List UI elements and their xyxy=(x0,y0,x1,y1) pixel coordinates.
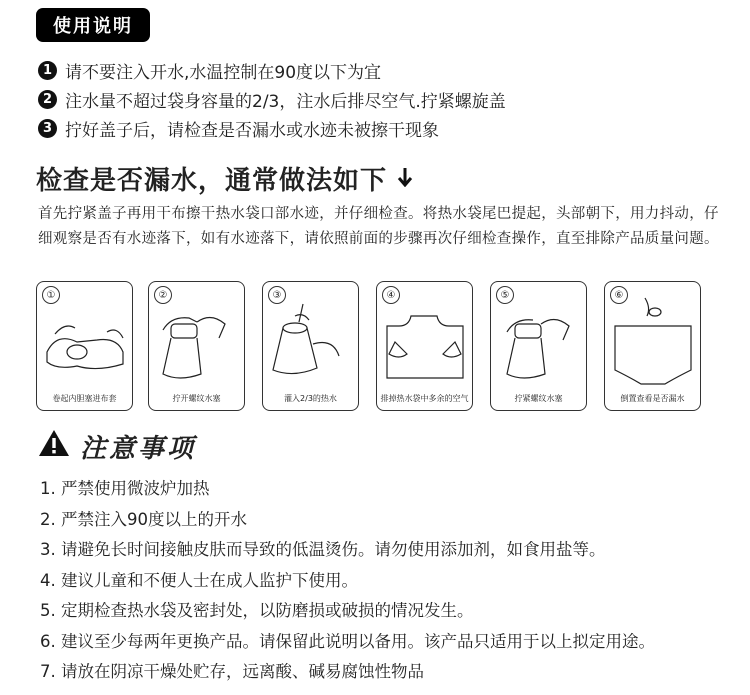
check-description: 首先拧紧盖子再用干布擦干热水袋口部水迹，并仔细检查。将热水袋尾巴提起，头部朝下，用力抖动，仔细观察是否有水迹落下，如有水迹落下，请依照前面的步骤再次仔细检查操作，直至排除产品质量问题。 xyxy=(38,206,719,247)
step-number: ③ xyxy=(268,286,286,304)
usage-text: 拧好盖子后，请检查是否漏水或水迹未被擦干现象 xyxy=(65,121,439,141)
step-card xyxy=(604,281,701,411)
caution-heading xyxy=(38,428,196,465)
step-card xyxy=(262,281,359,411)
check-heading xyxy=(36,160,413,197)
step-caption: 卷起内胆塞进布套 xyxy=(52,394,117,403)
check-heading-text: 检查是否漏水，通常做法如下 xyxy=(36,166,388,196)
caution-item: 1. 严禁使用微波炉加热 xyxy=(40,479,210,498)
page-title: 使用说明 xyxy=(36,8,150,42)
caution-item: 2. 严禁注入90度以上的开水 xyxy=(40,509,247,529)
usage-item xyxy=(38,114,728,143)
step-caption: 倒置查看是否漏水 xyxy=(620,394,685,403)
step-card xyxy=(490,281,587,411)
step-number: ④ xyxy=(382,286,400,304)
step-caption: 灌入2/3的热水 xyxy=(284,394,337,403)
caution-item: 5. 定期检查热水袋及密封处，以防磨损或破损的情况发生。 xyxy=(40,601,474,620)
usage-item xyxy=(38,56,728,85)
step-card xyxy=(376,281,473,411)
number-badge: 1 xyxy=(38,61,57,80)
caution-item: 4. 建议儿童和不便人士在成人监护下使用。 xyxy=(40,570,358,590)
caution-item: 7. 请放在阴凉干燥处贮存，远离酸、碱易腐蚀性物品 xyxy=(40,662,424,681)
usage-text: 请不要注入开水,水温控制在90度以下为宜 xyxy=(65,63,382,83)
caution-list xyxy=(40,475,730,689)
usage-list xyxy=(38,56,728,143)
caution-heading-text: 注意事项 xyxy=(80,434,197,464)
step-caption: 拧开螺纹水塞 xyxy=(172,394,221,403)
warning-icon xyxy=(38,429,70,464)
step-number: ① xyxy=(42,286,60,304)
number-badge: 3 xyxy=(38,119,57,138)
step-number: ⑥ xyxy=(610,286,628,304)
usage-text: 注水量不超过袋身容量的2/3，注水后排尽空气.拧紧螺旋盖 xyxy=(65,92,506,112)
step-caption: 拧紧螺纹水塞 xyxy=(514,394,563,403)
step-illustrations xyxy=(36,281,716,411)
step-card xyxy=(36,281,133,411)
step-number: ⑤ xyxy=(496,286,514,304)
usage-item xyxy=(38,85,728,114)
step-card xyxy=(148,281,245,411)
arrow-down-icon xyxy=(397,164,413,194)
step-caption: 排掉热水袋中多余的空气 xyxy=(380,394,469,403)
step-number: ② xyxy=(154,286,172,304)
caution-item: 3. 请避免长时间接触皮肤而导致的低温烫伤。请勿使用添加剂，如食用盐等。 xyxy=(40,540,606,559)
number-badge: 2 xyxy=(38,90,57,109)
caution-item: 6. 建议至少每两年更换产品。请保留此说明以备用。该产品只适用于以上拟定用途。 xyxy=(40,631,655,651)
